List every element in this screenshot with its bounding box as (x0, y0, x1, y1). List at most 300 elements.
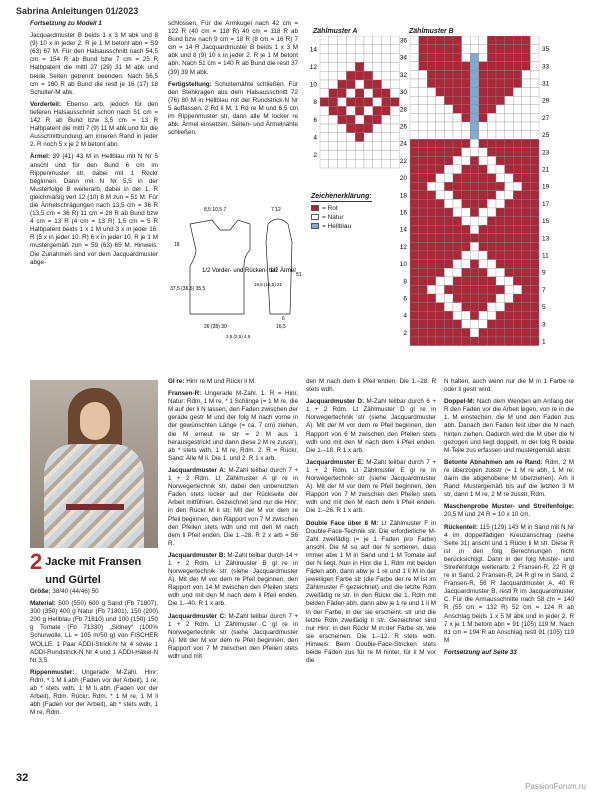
chart-cell (479, 285, 488, 294)
chart-cell (505, 294, 514, 303)
chart-cell (453, 165, 462, 174)
chart-cell (462, 311, 471, 320)
chart-cell (470, 113, 479, 122)
chart-cell (496, 45, 505, 54)
chart-cell (436, 165, 445, 174)
chart-cell (329, 106, 338, 115)
chart-cell (320, 159, 329, 168)
chart-cell (505, 208, 514, 217)
chart-cell (522, 217, 531, 226)
chart-cell (505, 251, 514, 260)
chart-cell (444, 260, 453, 269)
chart-cell (320, 115, 329, 124)
chart-cell (346, 62, 355, 71)
chart-cell (453, 251, 462, 260)
chart-cell (427, 79, 436, 88)
chart-cell (355, 62, 364, 71)
chart-cell (444, 174, 453, 183)
chart-cell (487, 251, 496, 260)
chart-cell (444, 191, 453, 200)
chart-cell (479, 277, 488, 286)
chart-cell (462, 139, 471, 148)
chart-cell (487, 217, 496, 226)
chart-cell (462, 337, 471, 346)
chart-cell (453, 53, 462, 62)
chart-cell (496, 285, 505, 294)
chart-cell (522, 96, 531, 105)
chart-cell (373, 36, 382, 45)
chart-cell (355, 54, 364, 63)
chart-cell (470, 182, 479, 191)
chart-cell (487, 148, 496, 157)
chart-cell (462, 294, 471, 303)
column-3: Gl re: Hinr re M und Rückr li M. Fransen-R: Ungerade M-Zahl. 1. R = Hinr, Natur: Rdm, 1 M re, * 1 Schlinge (= 1 M re, die M auf der li N lassen, den Faden zwischen der gerade gestr M und der folg M nach vorne in der gewünschten Länge (= ca. 7 cm) ziehen, die M erneut re str = 2 M aus 1 herausgestrickt und dann diese 2 M re zusstr), ab * stets wdh, 1 M re, Rdm. 2. R = Rückr, Sand: Alle M li. Die 1. und 2. R 1 x arb. Jacquardmuster A: M-Zahl teilbar durch 7 + 1 + 2 Rdm. Lt Zählmuster A gl re in Norwegertechnik str, dabei den unbenutzten Faden stets locker auf der Rückseite der Arbeit mitführen. Gezeichnet sind nur die Hinr; in den Rückr M li str. Mit der M vor dem re Pfeil beginnen, den Rapport von 7 M zwischen den Pfeilen stets wdh und mit den M nach dem li Pfeil enden. Die 1.–28. R 2 x arb = 56 R. Jacquardmuster B: M-Zahl teilbar durch 14 + 1 + 2 Rdm. Lt Zählmuster B gl re in Norwegertechnik str (siehe Jacquardmuster A). Mit der M vor dem re Pfeil beginnen, den Rapport von 14 M zwischen den Pfeilen stets wdh und mit den M nach dem li Pfeil enden. Die 1.–40. R 1 x arb. Jacquardmuster C: M-Zahl teilbar durch 7 + 1 + 2 Rdm. Lt Zählmuster C gl re in Norwegertechnik str (siehe Jacquardmuster A). Mit der M vor dem re Pfeil beginnen, den Rapport von 7 M zwischen den Pfeilen stets wdh und mit (168, 378, 299, 660)
row-label: 7 (542, 286, 546, 294)
chart-cell (496, 277, 505, 286)
chart-cell (496, 156, 505, 165)
chart-cell (462, 303, 471, 312)
chart-cell (410, 320, 419, 329)
chart-cell (410, 217, 419, 226)
chart-cell (320, 133, 329, 142)
chart-cell (470, 62, 479, 71)
chart-cell (530, 70, 539, 79)
chart-cell (338, 150, 347, 159)
chart-cell (419, 79, 428, 88)
dim-side1: 18 (174, 242, 180, 248)
chart-cell (436, 156, 445, 165)
chart-cell (462, 225, 471, 234)
chart-cell (513, 156, 522, 165)
chart-cell (453, 217, 462, 226)
chart-cell (346, 45, 355, 54)
chart-cell (444, 105, 453, 114)
chart-cell (444, 156, 453, 165)
chart-cell (453, 199, 462, 208)
paragraph-finishing: Fertigstellung: Schultemähte schließen. Für den Stehkragen aus dem Halsausschnitt 72 (76) 80 M in Hellblau mit der Rundstrick-N Nr 5 auffassen, 2 Rd li M, 1 Rd re M und 6,5 cm im Rippenmuster str, dann alle M locker re abk. Ärmel einsetzen. Seiten- und Ärmelnähte schließen. (168, 80, 298, 137)
chart-cell (444, 217, 453, 226)
chart-cell (419, 182, 428, 191)
chart-cell (530, 337, 539, 346)
chart-cell (496, 191, 505, 200)
chart-cell (444, 122, 453, 131)
chart-cell (444, 208, 453, 217)
row-label: 3 (542, 321, 546, 329)
chart-cell (487, 174, 496, 183)
chart-cell (427, 217, 436, 226)
paragraph-sleeve: Ärmel: 39 (41) 43 M in Hellblau mit N Nr 5 anschl und für den Bund 6 cm im Rippenmuster str, dabei mit 1 Rückr beginnen. Dann mit N Nr 5,5 in der Musterfolge B weiterarb, dabei in der 1. R gleichmäßig vert 12 (10) 8 M zun = 51 M. Für die Ärmelschrägungen nach 13,5 cm = 36 R (13,5 cm = 36 R) 11 cm = 28 R ab Bund bzw 4 cm = 13 R (4 cm = 13 R) 1,5 cm = 5 R Halbpatent beids 1 x 1 M und 3 x in jeder 16. R (5 x in jeder 10. R) 6 x in jeder 10. R je 1 M mustergemäß zun = 59 (63) 65 M. Hinweis: Die Zunahmen sind vor dem Jacquardmuster abge- (30, 153, 158, 266)
chart-cell (496, 294, 505, 303)
chart-cell (382, 54, 391, 63)
chart-cell (522, 156, 531, 165)
chart-cell (530, 79, 539, 88)
chart-cell (436, 234, 445, 243)
chart-cell (427, 70, 436, 79)
chart-cell (530, 242, 539, 251)
chart-cell (364, 45, 373, 54)
chart-cell (436, 320, 445, 329)
chart-cell (410, 251, 419, 260)
chart-cell (329, 115, 338, 124)
chart-cell (513, 217, 522, 226)
chart-cell (496, 182, 505, 191)
chart-cell (346, 54, 355, 63)
chart-cell (373, 45, 382, 54)
chart-cell (453, 148, 462, 157)
chart-cell (320, 124, 329, 133)
chart-cell (410, 113, 419, 122)
chart-cell (479, 36, 488, 45)
chart-cell (346, 124, 355, 133)
chart-cell (522, 320, 531, 329)
chart-cell (453, 139, 462, 148)
chart-cell (505, 277, 514, 286)
row-label: 25 (542, 132, 550, 140)
chart-cell (530, 62, 539, 71)
chart-b-title: Zählmuster B (409, 28, 454, 35)
chart-cell (419, 70, 428, 79)
chart-cell (462, 88, 471, 97)
chart-cell (373, 106, 382, 115)
chart-cell (513, 79, 522, 88)
chart-cell (487, 337, 496, 346)
chart-cell (419, 45, 428, 54)
chart-cell (444, 251, 453, 260)
chart-cell (444, 311, 453, 320)
chart-cell (522, 53, 531, 62)
chart-cell (479, 328, 488, 337)
chart-cell (505, 217, 514, 226)
chart-cell (355, 150, 364, 159)
chart-cell (453, 242, 462, 251)
chart-cell (436, 311, 445, 320)
chart-cell (505, 268, 514, 277)
chart-cell (513, 328, 522, 337)
model-photo (30, 380, 158, 548)
chart-cell (496, 311, 505, 320)
chart-cell (505, 96, 514, 105)
chart-cell (320, 98, 329, 107)
chart-cell (530, 36, 539, 45)
chart-cell (513, 285, 522, 294)
chart-cell (513, 268, 522, 277)
chart-cell (427, 174, 436, 183)
chart-cell (364, 124, 373, 133)
chart-cell (496, 268, 505, 277)
chart-cell (436, 225, 445, 234)
row-label: 10 (310, 81, 317, 89)
chart-cell (513, 45, 522, 54)
chart-cell (436, 36, 445, 45)
chart-cell (436, 53, 445, 62)
chart-cell (496, 242, 505, 251)
chart-cell (530, 96, 539, 105)
chart-cell (513, 208, 522, 217)
row-label: 2 (403, 329, 407, 337)
watermark: PassionForum.ru (525, 782, 586, 791)
chart-cell (329, 150, 338, 159)
chart-cell (419, 251, 428, 260)
chart-cell (346, 98, 355, 107)
chart-cell (419, 156, 428, 165)
chart-cell (479, 294, 488, 303)
chart-cell (505, 174, 514, 183)
label: Fertigstellung: (168, 80, 212, 88)
chart-cell (355, 133, 364, 142)
chart-cell (487, 96, 496, 105)
chart-cell (436, 45, 445, 54)
column-2 (168, 20, 298, 141)
chart-cell (419, 96, 428, 105)
chart-cell (479, 148, 488, 157)
dim-sleeve-bottom: 16,5 (276, 324, 286, 330)
chart-cell (410, 105, 419, 114)
chart-cell (479, 251, 488, 260)
chart-cell (496, 217, 505, 226)
chart-cell (329, 36, 338, 45)
chart-cell (530, 268, 539, 277)
model-title: Jacke mit Fransen und Gürtel (45, 556, 142, 586)
chart-cell (496, 260, 505, 269)
chart-cell (530, 182, 539, 191)
chart-cell (470, 174, 479, 183)
chart-cell (410, 303, 419, 312)
chart-cell (382, 142, 391, 151)
chart-cell (530, 303, 539, 312)
chart-cell (462, 53, 471, 62)
chart-cell (419, 88, 428, 97)
chart-cell (338, 62, 347, 71)
chart-cell (505, 113, 514, 122)
chart-cell (427, 148, 436, 157)
chart-cell (364, 133, 373, 142)
chart-cell (427, 311, 436, 320)
row-label: 34 (399, 54, 407, 62)
chart-cell (444, 53, 453, 62)
chart-cell (320, 54, 329, 63)
chart-cell (513, 70, 522, 79)
chart-cell (419, 217, 428, 226)
row-label: 36 (399, 37, 407, 45)
chart-cell (453, 45, 462, 54)
chart-cell (487, 268, 496, 277)
chart-cell (505, 139, 514, 148)
chart-cell (419, 303, 428, 312)
chart-cell (419, 122, 428, 131)
chart-cell (410, 242, 419, 251)
chart-cell (453, 79, 462, 88)
chart-cell (487, 53, 496, 62)
chart-cell (513, 251, 522, 260)
chart-cell (346, 71, 355, 80)
chart-cell (530, 208, 539, 217)
chart-cell (410, 260, 419, 269)
row-label: 6 (313, 116, 317, 124)
chart-cell (410, 199, 419, 208)
dim-top: 8,5 10,5 7 (204, 207, 227, 213)
row-label: 4 (403, 312, 407, 320)
row-label: 32 (399, 71, 407, 79)
chart-cell (522, 294, 531, 303)
row-label: 31 (542, 80, 550, 88)
chart-cell (487, 113, 496, 122)
chart-cell (505, 148, 514, 157)
chart-cell (444, 113, 453, 122)
chart-cell (479, 191, 488, 200)
chart-cell (522, 234, 531, 243)
chart-cell (522, 191, 531, 200)
chart-cell (373, 89, 382, 98)
chart-cell (453, 62, 462, 71)
swatch-red (311, 205, 319, 211)
chart-cell (530, 122, 539, 131)
chart-cell (444, 79, 453, 88)
chart-cell (505, 131, 514, 140)
chart-cell (329, 62, 338, 71)
chart-cell (505, 70, 514, 79)
chart-cell (364, 115, 373, 124)
chart-cell (436, 217, 445, 226)
chart-cell (427, 36, 436, 45)
chart-cell (453, 328, 462, 337)
chart-cell (522, 113, 531, 122)
chart-cell (419, 191, 428, 200)
chart-cell (453, 277, 462, 286)
chart-cell (419, 234, 428, 243)
chart-cell (505, 191, 514, 200)
chart-cell (329, 142, 338, 151)
chart-cell (496, 303, 505, 312)
chart-cell (530, 217, 539, 226)
chart-cell (453, 131, 462, 140)
chart-cell (355, 36, 364, 45)
chart-cell (453, 234, 462, 243)
chart-cell (453, 303, 462, 312)
row-label: 33 (542, 63, 550, 71)
chart-cell (320, 36, 329, 45)
chart-cell (470, 337, 479, 346)
chart-cell (462, 174, 471, 183)
chart-cell (462, 45, 471, 54)
row-label: 14 (399, 226, 407, 234)
chart-cell (496, 53, 505, 62)
chart-cell (479, 225, 488, 234)
column-5: N halten, auch wenn nur die M in 1 Farbe re oder li gestr wird. Doppel-M: Nach dem Wenden am Anfang der R den Faden vor die Arbeit legen, von re in die 1. M einstechen, die M und den Faden zus abh. Danach den Faden fest über die N nach hinten ziehen. Dadurch wird die M über die N gezogen und liegt doppelt. In der folg R beide M-Teile zus erfassen und mustergemäß abstr. Betonte Abnahmen am re Rand: Rdm, 2 M re überzogen zusstr (= 1 M re abh, 1 M re, dann die abgehobene M überziehen). Am li Rand: Mustergemäß bis auf die letzten 3 M str, dann 1 M re, 2 M re zusstr, Rdm. Maschenprobe Muster- und Streifenfolge: 20,5 M und 24 R = 10 x 10 cm. Rückenteil: 115 (129) 143 M in Sand mit N Nr 4 im doppelfädigen Kreuzanschlag (siehe Seite 31) anschl und 1 Rückr li M str. Diese R ist in den folg Berechnungen nicht berücksichtigt. Dann in der folg Muster- und Streifenfolge weiterarb: 2 Fransen-R, 22 R gl re in Sand, 2 Fransen-R, 24 R gl re in Sand, 2 Fransen-R, 56 R Jacquardmuster A, 40 R Jacquardmuster B, restl R im Jacquardmuster C. Für die Armausschnitte nach 58 cm = 140 R (55 cm = 132 R) 52 cm = 124 R ab Anschlag beids 1 x 5 M abk und in jeder 2. R 7 x je 1 M betont abn = 91 (105) 119 M. Nach 81 cm = 194 R ab Anschlag restl 91 (105) 119 M Fortsetzung auf Seite 33 (444, 378, 574, 656)
chart-cell (382, 133, 391, 142)
chart-cell (522, 225, 531, 234)
garment-schema (168, 206, 306, 346)
chart-cell (487, 234, 496, 243)
chart-cell (427, 122, 436, 131)
chart-cell (496, 105, 505, 114)
chart-cell (522, 182, 531, 191)
chart-cell (470, 268, 479, 277)
chart-cell (530, 45, 539, 54)
chart-cell (453, 268, 462, 277)
chart-cell (522, 139, 531, 148)
chart-cell (462, 36, 471, 45)
row-label: 29 (542, 97, 550, 105)
chart-cell (436, 337, 445, 346)
chart-cell (410, 88, 419, 97)
chart-cell (444, 139, 453, 148)
chart-cell (505, 303, 514, 312)
chart-cell (513, 88, 522, 97)
chart-cell (410, 268, 419, 277)
row-label: 22 (399, 157, 407, 165)
chart-cell (320, 150, 329, 159)
continuation-label: Fortsetzung zu Modell 1 (30, 20, 102, 27)
chart-cell (320, 62, 329, 71)
chart-cell (496, 199, 505, 208)
chart-cell (513, 260, 522, 269)
chart-cell (436, 268, 445, 277)
chart-cell (419, 268, 428, 277)
chart-cell (346, 150, 355, 159)
chart-cell (513, 294, 522, 303)
chart-cell (530, 139, 539, 148)
chart-cell (522, 88, 531, 97)
chart-cell (505, 53, 514, 62)
chart-cell (470, 165, 479, 174)
chart-cell (505, 328, 514, 337)
chart-cell (419, 225, 428, 234)
chart-cell (470, 148, 479, 157)
chart-cell (462, 96, 471, 105)
dim-sleeve-mid: 18,5 (18,5) 21 (254, 282, 283, 287)
chart-cell (329, 124, 338, 133)
chart-cell (479, 88, 488, 97)
chart-cell (505, 45, 514, 54)
chart-cell (487, 191, 496, 200)
chart-cell (487, 79, 496, 88)
chart-cell (453, 156, 462, 165)
chart-cell (444, 320, 453, 329)
chart-cell (444, 242, 453, 251)
chart-cell (522, 277, 531, 286)
chart-cell (338, 115, 347, 124)
body-outline (190, 220, 250, 314)
chart-cell (522, 311, 531, 320)
chart-cell (338, 36, 347, 45)
chart-cell (410, 96, 419, 105)
chart-cell (373, 98, 382, 107)
chart-cell (427, 320, 436, 329)
chart-cell (382, 89, 391, 98)
chart-cell (436, 70, 445, 79)
chart-cell (505, 156, 514, 165)
chart-cell (453, 311, 462, 320)
chart-cell (338, 89, 347, 98)
chart-cell (355, 80, 364, 89)
chart-cell (522, 174, 531, 183)
chart-cell (436, 191, 445, 200)
chart-cell (513, 225, 522, 234)
chart-cell (320, 142, 329, 151)
chart-cell (479, 113, 488, 122)
chart-cell (453, 105, 462, 114)
chart-cell (496, 88, 505, 97)
chart-cell (470, 251, 479, 260)
chart-cell (410, 311, 419, 320)
chart-cell (382, 159, 391, 168)
swatch-natural (311, 214, 319, 220)
chart-cell (496, 131, 505, 140)
chart-cell (487, 303, 496, 312)
chart-cell (453, 294, 462, 303)
chart-cell (373, 133, 382, 142)
chart-cell (410, 45, 419, 54)
